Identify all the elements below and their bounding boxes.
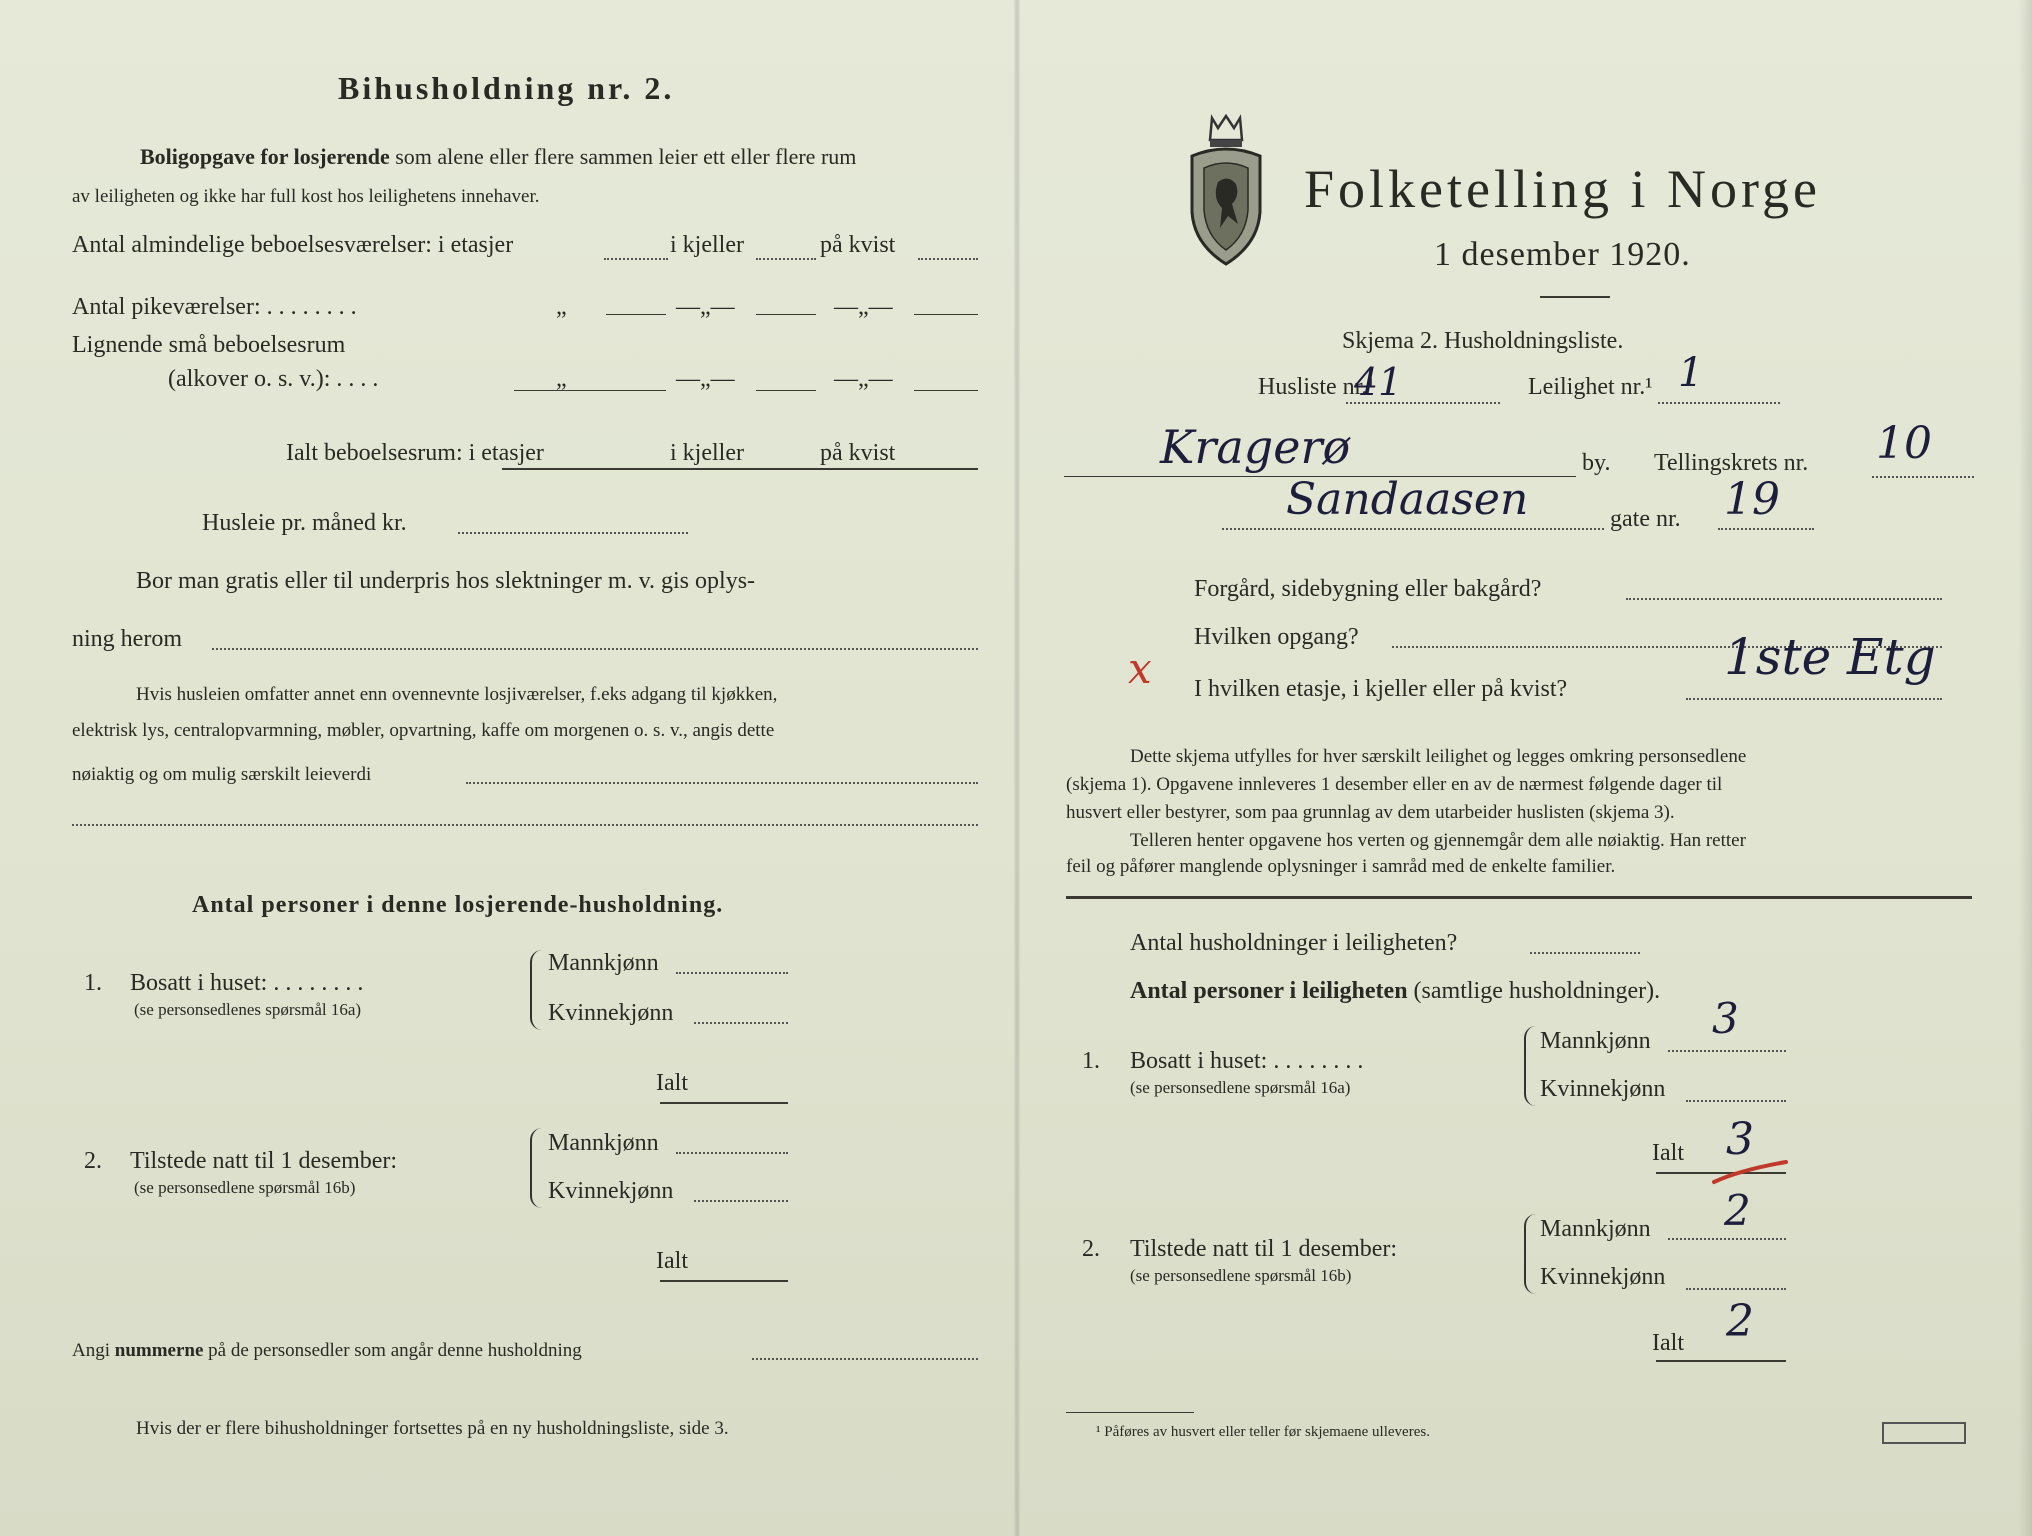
small-line-3	[914, 390, 978, 391]
small-line-1	[514, 390, 666, 391]
right-q1-label: Bosatt i huset: . . . . . . . .	[1130, 1048, 1364, 1074]
free-line	[212, 648, 978, 650]
gate-line	[1718, 528, 1814, 530]
note-line-3: nøiaktig og om mulig særskilt leieverdi	[72, 764, 372, 785]
total-rooms-attic: på kvist	[820, 440, 896, 466]
page-edge-shadow	[2018, 0, 2032, 1536]
left-q2-label: Tilstede natt til 1 desember:	[130, 1148, 398, 1174]
right-q2-male-value: 2	[1724, 1186, 1751, 1235]
rent-label: Husleie pr. måned kr.	[202, 510, 407, 536]
left-intro-line1	[140, 144, 856, 170]
rooms-attic-label: på kvist	[820, 232, 896, 258]
right-q1-num: 1.	[1082, 1048, 1100, 1074]
krets-line	[1872, 476, 1974, 478]
street-line	[1222, 528, 1604, 530]
left-q1-ref: (se personsedlenes spørsmål 16a)	[134, 1000, 362, 1019]
left-q1-female-line	[694, 1022, 788, 1024]
maid-ditto-1: „	[556, 294, 567, 320]
instr-line-4: Telleren henter opgavene hos verten og gjennemgår dem alle nøiaktig. Han retter	[1130, 830, 1746, 851]
right-q1-total: Ialt	[1652, 1140, 1684, 1166]
q-etasje-line	[1686, 698, 1942, 700]
printer-stamp	[1882, 1422, 1966, 1444]
small-rooms-label-1: Lignende små beboelsesrum	[72, 332, 346, 358]
households-q: Antal husholdninger i leiligheten?	[1130, 930, 1458, 956]
krets-value: 10	[1876, 418, 1932, 469]
households-line	[1530, 952, 1640, 954]
left-q1-label: Bosatt i huset: . . . . . . . .	[130, 970, 364, 996]
left-q2-ref: (se personsedlene spørsmål 16b)	[134, 1178, 356, 1197]
left-intro-bold: Boligopgave for losjerende	[140, 144, 390, 169]
city-value: Kragerø	[1160, 420, 1351, 474]
left-q1-male-line	[676, 972, 788, 974]
maid-line-3	[914, 314, 978, 315]
q-forgard: Forgård, sidebygning eller bakgård?	[1194, 576, 1542, 602]
q-etasje: I hvilken etasje, i kjeller eller på kvist?	[1194, 676, 1568, 702]
angi-line	[72, 1340, 582, 1362]
right-q1-male-value: 3	[1712, 994, 1739, 1043]
left-q2-female: Kvinnekjønn	[548, 1178, 674, 1204]
note-extra-line	[72, 824, 978, 826]
right-persons-rest: (samtlige husholdninger).	[1413, 978, 1661, 1004]
rooms-attic-line	[918, 258, 978, 260]
instr-line-1: Dette skjema utfylles for hver særskilt leilighet og legges omkring personsedlene	[1130, 746, 1747, 767]
small-ditto-1: „	[556, 366, 567, 392]
right-q1-female: Kvinnekjønn	[1540, 1076, 1666, 1102]
left-intro-rest: som alene eller flere sammen leier ett eller flere rum	[395, 144, 857, 169]
leilighet-line	[1658, 402, 1780, 404]
q-forgard-line	[1626, 598, 1942, 600]
krets-label: Tellingskrets nr.	[1654, 450, 1809, 476]
right-persons-heading	[1130, 978, 1660, 1005]
norway-coat-of-arms-icon	[1182, 112, 1270, 270]
gate-label: gate nr.	[1610, 506, 1681, 532]
total-rooms-cellar: i kjeller	[670, 440, 744, 466]
note-line-1: Hvis husleien omfatter annet enn ovennevnte losjiværelser, f.eks adgang til kjøkken,	[136, 684, 778, 705]
small-line-2	[756, 390, 816, 391]
right-date: 1 desember 1920.	[1434, 236, 1691, 273]
left-q1-total-line	[660, 1102, 788, 1104]
left-q2-num: 2.	[84, 1148, 102, 1174]
right-q2-total: Ialt	[1652, 1330, 1684, 1356]
angi-text-1: Angi	[72, 1340, 110, 1361]
left-q1-female: Kvinnekjønn	[548, 1000, 674, 1026]
rooms-etasjer-line	[604, 258, 668, 260]
instr-line-3: husvert eller bestyrer, som paa grunnlag av dem utarbeider huslisten (skjema 3).	[1066, 802, 1675, 823]
right-q1-total-value: 3	[1726, 1114, 1754, 1165]
husliste-value: 41	[1354, 360, 1403, 404]
etasje-value: 1ste Etg	[1724, 628, 1936, 686]
left-intro-line2: av leiligheten og ikke har full kost hos leilighetens innehaver.	[72, 186, 540, 207]
note-line-2: elektrisk lys, centralopvarmning, møbler, opvartning, kaffe om morgenen o. s. v., angis dette	[72, 720, 775, 741]
right-q1-ref: (se personsedlene spørsmål 16a)	[1130, 1078, 1351, 1097]
right-q2-male: Mannkjønn	[1540, 1216, 1651, 1242]
right-q2-male-line	[1668, 1238, 1786, 1240]
left-q2-total: Ialt	[656, 1248, 688, 1274]
right-divider	[1066, 896, 1972, 899]
left-footer: Hvis der er flere bihusholdninger fortsettes på en ny husholdningsliste, side 3.	[136, 1418, 729, 1439]
rooms-cellar-line	[756, 258, 816, 260]
left-q2-total-line	[660, 1280, 788, 1282]
red-correction-stroke-icon	[1710, 1158, 1790, 1186]
right-q1-male: Mannkjønn	[1540, 1028, 1651, 1054]
footnote-rule	[1066, 1412, 1194, 1413]
page-fold	[1014, 0, 1020, 1536]
right-schema: Skjema 2. Husholdningsliste.	[1342, 328, 1624, 354]
left-q1-total: Ialt	[656, 1070, 688, 1096]
right-q2-female: Kvinnekjønn	[1540, 1264, 1666, 1290]
by-label: by.	[1582, 450, 1611, 476]
right-q1-female-line	[1686, 1100, 1786, 1102]
right-q2-label: Tilstede natt til 1 desember:	[1130, 1236, 1398, 1262]
maid-ditto-2: —„—	[676, 294, 735, 320]
date-underline	[1540, 296, 1610, 298]
leilighet-label: Leilighet nr.¹	[1528, 374, 1653, 400]
left-q1-male: Mannkjønn	[548, 950, 659, 976]
right-q1-male-line	[1668, 1050, 1786, 1052]
right-footnote: ¹ Påføres av husvert eller teller før skjemaene ulleveres.	[1096, 1424, 1430, 1440]
angi-bold: nummerne	[114, 1340, 204, 1361]
angi-text-2: på de personsedler som angår denne husholdning	[208, 1340, 582, 1361]
angi-line-fill	[752, 1358, 978, 1360]
right-q1-brace	[1524, 1026, 1538, 1106]
left-q2-brace	[530, 1128, 544, 1208]
leilighet-value: 1	[1678, 350, 1704, 396]
left-q2-male: Mannkjønn	[548, 1130, 659, 1156]
rooms-cellar-label: i kjeller	[670, 232, 744, 258]
total-rooms-line	[502, 468, 978, 470]
small-ditto-2: —„—	[676, 366, 735, 392]
right-persons-bold: Antal personer i leiligheten	[1130, 978, 1408, 1004]
right-q2-total-line	[1656, 1360, 1786, 1362]
street-value: Sandaasen	[1286, 474, 1529, 525]
total-rooms-label: Ialt beboelsesrum: i etasjer	[286, 440, 544, 466]
maid-line-1	[606, 314, 666, 315]
q-opgang: Hvilken opgang?	[1194, 624, 1359, 650]
husliste-label: Husliste nr.¹	[1258, 374, 1375, 400]
gate-value: 19	[1724, 474, 1780, 525]
right-q2-ref: (se personsedlene spørsmål 16b)	[1130, 1266, 1352, 1285]
maid-ditto-3: —„—	[834, 294, 893, 320]
left-q1-num: 1.	[84, 970, 102, 996]
left-persons-heading: Antal personer i denne losjerende-husholdning.	[192, 892, 724, 918]
maid-line-2	[756, 314, 816, 315]
free-line-1: Bor man gratis eller til underpris hos slektninger m. v. gis oplys-	[136, 568, 756, 594]
x-mark: x	[1128, 644, 1152, 693]
small-ditto-3: —„—	[834, 366, 893, 392]
instr-line-2: (skjema 1). Opgavene innleveres 1 desember eller en av de nærmest følgende dager til	[1066, 774, 1723, 795]
left-q2-male-line	[676, 1152, 788, 1154]
rent-line	[458, 532, 688, 534]
rooms-label: Antal almindelige beboelsesværelser: i etasjer	[72, 232, 514, 258]
right-q2-female-line	[1686, 1288, 1786, 1290]
right-q2-brace	[1524, 1214, 1538, 1294]
instr-line-5: feil og påfører manglende oplysninger i samråd med de enkelte familier.	[1066, 856, 1616, 877]
right-title: Folketelling i Norge	[1304, 159, 1821, 219]
right-q2-num: 2.	[1082, 1236, 1100, 1262]
small-rooms-label-2: (alkover o. s. v.): . . . .	[168, 366, 379, 392]
left-q1-brace	[530, 950, 544, 1030]
husliste-line	[1346, 402, 1500, 404]
note-line	[466, 782, 978, 784]
left-q2-female-line	[694, 1200, 788, 1202]
maid-rooms-label: Antal pikeværelser: . . . . . . . .	[72, 294, 357, 320]
left-title: Bihusholdning nr. 2.	[338, 70, 675, 106]
right-q2-total-value: 2	[1726, 1296, 1754, 1347]
free-line-2: ning herom	[72, 626, 182, 652]
